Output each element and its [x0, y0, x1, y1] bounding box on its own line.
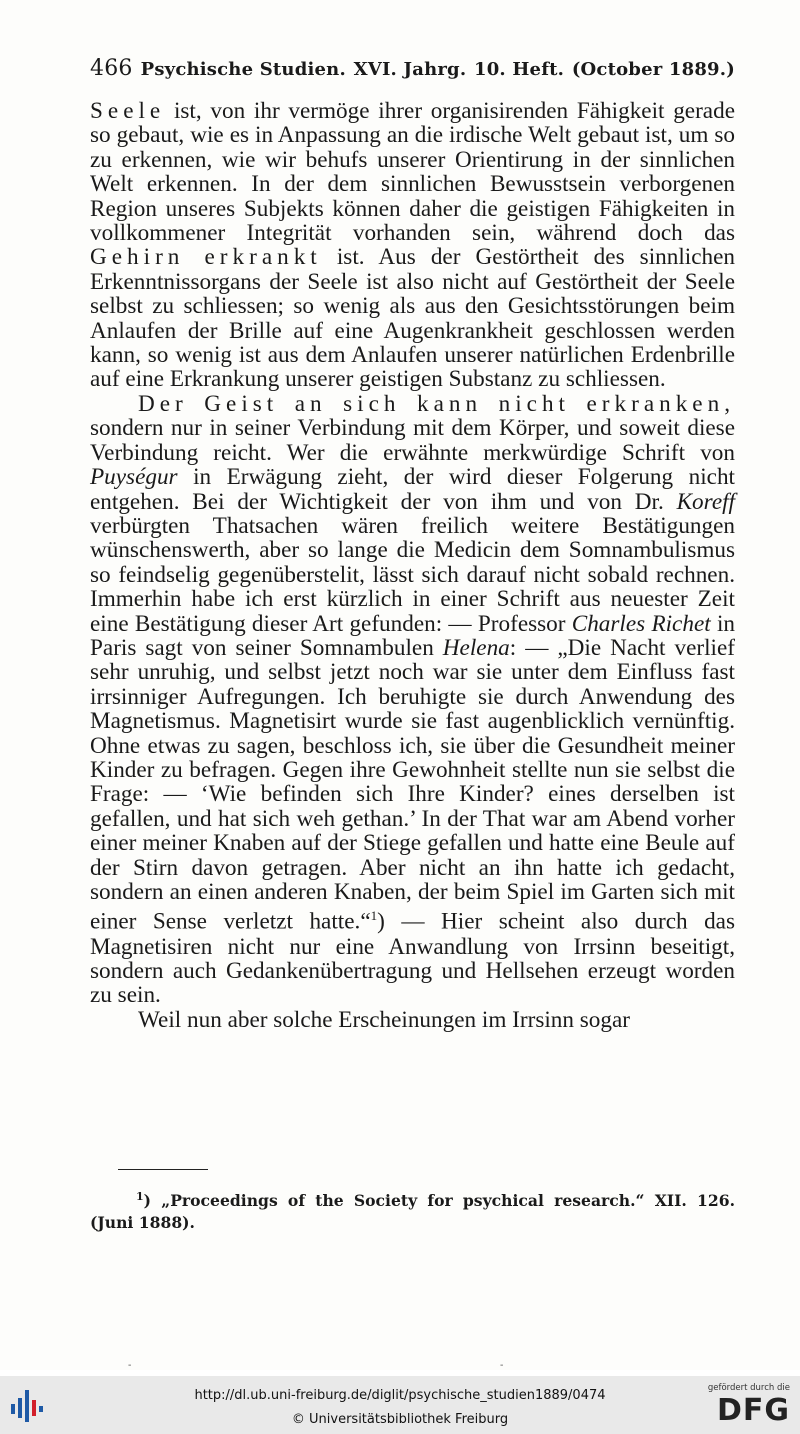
paragraph-text: sondern nur in seiner Verbindung mit dem Körper, und soweit diese Verbindung reicht. Wer die erwähnte merkwürdige Schrift von: [90, 415, 735, 466]
issue-date: (October 1889.): [571, 59, 735, 80]
page-number: 466: [90, 56, 133, 81]
paragraph-text: ) — Hier scheint also durch das Magnetisiren nicht nur eine Anwandlung von Irrsinn beseitigt, sondern auch Gedankenübertragung und Hellsehen erzeugt worden zu sein.: [90, 909, 735, 1009]
source-url-link[interactable]: http://dl.ub.uni-freiburg.de/diglit/psychische_studien1889/0474: [194, 1388, 606, 1403]
journal-title: Psychische Studien.: [140, 59, 346, 80]
dfg-logo: DFG: [716, 1393, 790, 1428]
name-puysegur: Puységur: [90, 464, 178, 491]
volume: XVI. Jahrg.: [353, 59, 467, 80]
footnote: [90, 1186, 735, 1234]
running-header: [90, 56, 735, 81]
dfg-label: gefördert durch die: [707, 1383, 790, 1393]
spaced-phrase: Der Geist an sich kann nicht erkranken,: [138, 390, 735, 417]
spaced-word: Seele: [90, 98, 166, 124]
paragraph-text: ist. Aus der Gestörtheit des sinnlichen Erkenntnissorgans der Seele ist also nicht auf Gestörtheit der Seele selbst zu schliessen; so wenig als aus den Gesichtsstörungen beim Anlaufen der Brille auf eine Augenkrankheit geschlossen werden kann, so wenig ist aus dem Anlaufen unserer natürlichen Erdenbrille auf eine Erkrankung unserer geistigen Substanz zu schliessen.: [90, 244, 735, 393]
issue: 10. Heft.: [473, 59, 565, 80]
viewer-footer: [0, 1376, 800, 1434]
spaced-word: Gehirn erkrankt: [90, 244, 322, 271]
name-helena: Helena: [442, 634, 510, 661]
footnote-text: ) „Proceedings of the Society for psychical research.“ XII. 126. (Juni 1888).: [90, 1191, 735, 1233]
name-richet: Charles Richet: [571, 610, 711, 637]
paragraph-1: [90, 99, 735, 392]
paragraph-text: in Erwägung zieht, der wird dieser Folgerung nicht entgehen. Bei der Wichtigkeit der von ihm und von Dr.: [90, 464, 735, 515]
paragraph-text: in Paris sagt von seiner Somnambulen: [90, 610, 735, 661]
body-text: [90, 99, 735, 1032]
paragraph-text: : — „Die Nacht verlief sehr unruhig, und selbst jetzt noch war sie unter dem Einfluss fast irrsinniger Aufregungen. Ich beruhigte sie durch Anwendung des Magnetismus. Magnetisirt wurde sie fast augenblicklich vernünftig. Ohne etwas zu sagen, beschloss ich, sie über die Gesundheit meiner Kinder zu befragen. Gegen ihre Gewohnheit stellte nun sie selbst die Frage: — ‘Wie befinden sich Ihre Kinder? eines derselben ist gefallen, und hat sich weh gethan.’ In der That war am Abend vorher einer meiner Knaben auf der Stiege gefallen und hatte eine Beule auf der Stirn davon getragen. Aber nicht an ihn hatte ich gedacht, sondern an einen anderen Knaben, der beim Spiel im Garten sich mit einer Sense verletzt hatte.“: [90, 634, 735, 936]
name-koreff: Koreff: [676, 488, 735, 515]
paragraph-3: Weil nun aber solche Erscheinungen im Irrsinn sogar: [138, 1006, 631, 1033]
scan-mark: -: [128, 1360, 132, 1371]
paragraph-text: ist, von ihr vermöge ihrer organisirenden Fähigkeit gerade so gebaut, wie es in Anpassung an die irdische Welt gebaut ist, um so zu erkennen, wie wir behufs unserer Orientirung in der sinnlichen Welt erkennen. In der dem sinnlichen Bewusstsein verborgenen Region unseres Subjekts können daher die geistigen Fähigkeiten in vollkommener Integrität vorhanden sein, während doch das: [90, 98, 735, 247]
paragraph-text: verbürgten Thatsachen wären freilich weitere Bestätigungen wünschenswerth, aber so lange die Medicin dem Somnambulismus so feindselig gegenüberstelit, lässt sich darauf nicht sobald rechnen. Immerhin habe ich erst kürzlich in einer Schrift aus neuester Zeit eine Bestätigung dieser Art gefunden: — Professor: [90, 512, 735, 637]
footnote-reference: 1: [370, 908, 378, 924]
scan-mark: -: [500, 1360, 504, 1371]
footnote-divider: [118, 1169, 208, 1170]
footnote-marker: 1: [136, 1190, 144, 1203]
copyright-notice: © Universitätsbibliothek Freiburg: [291, 1412, 509, 1427]
paragraph-2: [90, 392, 735, 1008]
